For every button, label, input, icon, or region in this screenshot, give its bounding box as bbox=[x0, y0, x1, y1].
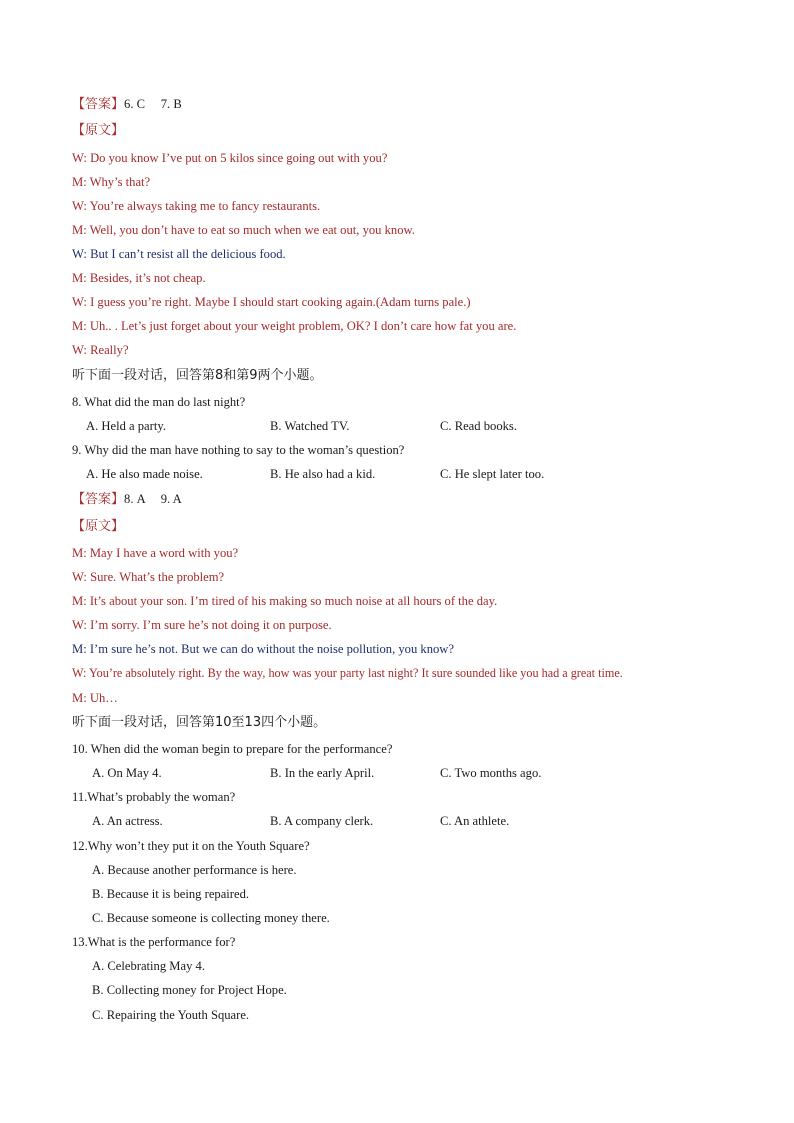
q12-option-c: C. Because someone is collecting money there. bbox=[92, 911, 330, 925]
dialogue-line: W: I’m sorry. I’m sure he’s not doing it on purpose. bbox=[72, 618, 332, 632]
answer-tag: 【答案】 bbox=[72, 97, 125, 112]
q8-option-c: C. Read books. bbox=[440, 419, 517, 433]
dialogue-line: W: Sure. What’s the problem? bbox=[72, 570, 225, 584]
q11-option-c: C. An athlete. bbox=[440, 814, 510, 828]
question-9: 9. Why did the man have nothing to say to the woman’s question? bbox=[72, 443, 405, 457]
question-12: 12.Why won’t they put it on the Youth Square? bbox=[72, 839, 310, 853]
dialogue-line: M: Uh.. . Let’s just forget about your weight problem, OK? I don’t care how fat you are. bbox=[72, 319, 517, 333]
dialogue-line: M: I’m sure he’s not. But we can do without the noise pollution, you know? bbox=[72, 642, 454, 656]
dialogue-line: M: Why’s that? bbox=[72, 175, 151, 189]
section-instruction: 听下面一段对话，回答第8和第9两个小题。 bbox=[72, 368, 323, 383]
q9-option-b: B. He also had a kid. bbox=[270, 467, 376, 481]
original-heading-1: 【原文】 bbox=[72, 123, 125, 138]
original-heading-2: 【原文】 bbox=[72, 519, 125, 534]
q11-option-a: A. An actress. bbox=[92, 814, 163, 828]
answer-line-1 bbox=[72, 96, 182, 113]
dialogue-line: W: Really? bbox=[72, 343, 129, 357]
q11-option-b: B. A company clerk. bbox=[270, 814, 374, 828]
answer-line-2: 【答案】8. A 9. A bbox=[72, 492, 182, 507]
dialogue-line: M: Uh… bbox=[72, 691, 118, 705]
dialogue-line: W: You’re always taking me to fancy restaurants. bbox=[72, 199, 321, 213]
q9-option-a: A. He also made noise. bbox=[86, 467, 203, 481]
q13-option-b: B. Collecting money for Project Hope. bbox=[92, 983, 287, 997]
dialogue-line: M: Well, you don’t have to eat so much when we eat out, you know. bbox=[72, 223, 415, 237]
dialogue-line: M: May I have a word with you? bbox=[72, 546, 239, 560]
q12-option-a: A. Because another performance is here. bbox=[92, 863, 297, 877]
question-10: 10. When did the woman begin to prepare for the performance? bbox=[72, 742, 393, 756]
question-8: 8. What did the man do last night? bbox=[72, 395, 246, 409]
q13-option-a: A. Celebrating May 4. bbox=[92, 959, 205, 973]
q13-option-c: C. Repairing the Youth Square. bbox=[92, 1008, 250, 1022]
q8-option-b: B. Watched TV. bbox=[270, 419, 350, 433]
dialogue-line: W: But I can’t resist all the delicious food. bbox=[72, 247, 286, 261]
question-11: 11.What’s probably the woman? bbox=[72, 790, 236, 804]
dialogue-line: W: Do you know I’ve put on 5 kilos since going out with you? bbox=[72, 151, 388, 165]
section-instruction: 听下面一段对话，回答第10至13四个小题。 bbox=[72, 715, 327, 730]
q10-option-c: C. Two months ago. bbox=[440, 766, 542, 780]
dialogue-line: M: Besides, it’s not cheap. bbox=[72, 271, 206, 285]
q9-option-c: C. He slept later too. bbox=[440, 467, 545, 481]
q8-option-a: A. Held a party. bbox=[86, 419, 166, 433]
q10-option-b: B. In the early April. bbox=[270, 766, 375, 780]
q10-option-a: A. On May 4. bbox=[92, 766, 162, 780]
q12-option-b: B. Because it is being repaired. bbox=[92, 887, 250, 901]
answer-value: 6. C 7. B bbox=[124, 97, 182, 111]
dialogue-line: W: I guess you’re right. Maybe I should start cooking again.(Adam turns pale.) bbox=[72, 295, 471, 309]
dialogue-line: M: It’s about your son. I’m tired of his making so much noise at all hours of the day. bbox=[72, 594, 498, 608]
dialogue-line: W: You’re absolutely right. By the way, how was your party last night? It sure sounded like you had a great time. bbox=[72, 666, 623, 680]
question-13: 13.What is the performance for? bbox=[72, 935, 236, 949]
